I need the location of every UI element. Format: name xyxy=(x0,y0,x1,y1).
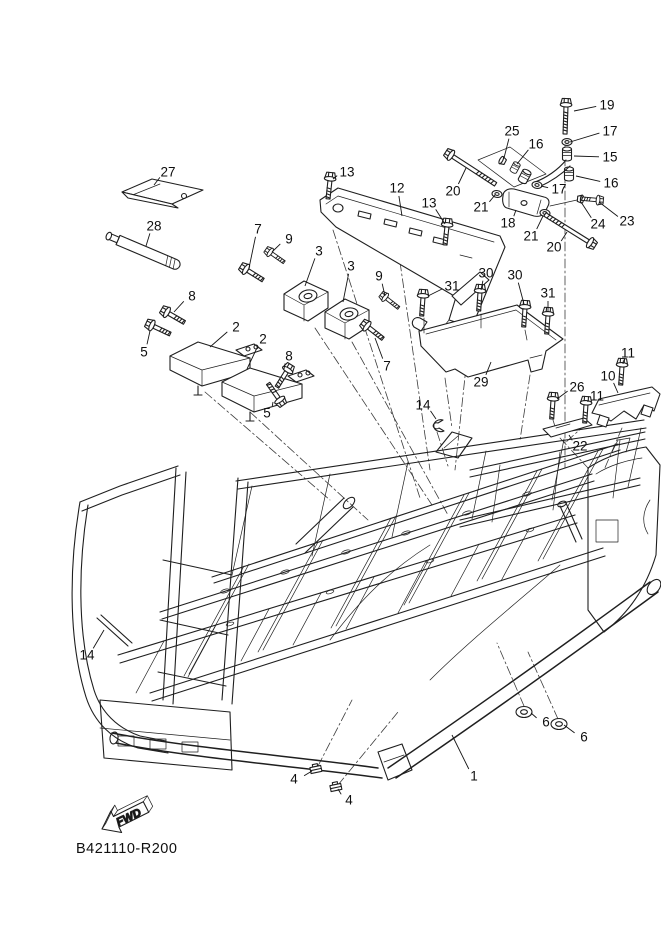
callout-number: 13 xyxy=(421,195,437,211)
clip-4-icon xyxy=(309,763,322,774)
bolt-11-icon xyxy=(615,358,628,385)
callout-number: 6 xyxy=(580,729,588,745)
callout-2 xyxy=(210,320,240,348)
callout-number: 2 xyxy=(259,331,267,347)
callout-28 xyxy=(146,219,162,247)
callout-number: 31 xyxy=(444,278,460,294)
callout-6 xyxy=(531,713,550,730)
callout-24 xyxy=(581,202,606,232)
callout-number: 23 xyxy=(619,213,635,229)
callout-number: 20 xyxy=(546,239,562,255)
callout-number: 6 xyxy=(542,714,550,730)
callout-number: 21 xyxy=(473,199,489,215)
callout-30 xyxy=(507,268,524,305)
callout-9 xyxy=(272,232,293,253)
callout-number: 22 xyxy=(572,438,588,454)
callout-31 xyxy=(540,286,555,313)
callout-number: 30 xyxy=(507,267,523,283)
fwd-label: FWD xyxy=(114,806,144,830)
bolt-8-icon xyxy=(159,304,188,327)
callout-number: 9 xyxy=(375,268,383,284)
callout-number: 5 xyxy=(140,344,148,360)
callout-16 xyxy=(576,176,619,191)
callout-number: 15 xyxy=(602,149,618,165)
callout-20 xyxy=(445,168,466,199)
part-3-mount xyxy=(325,299,369,339)
callout-7 xyxy=(249,222,262,269)
callout-number: 3 xyxy=(347,258,355,274)
callout-3 xyxy=(305,244,323,287)
frame-lower-tube xyxy=(109,545,661,780)
callout-number: 8 xyxy=(285,348,293,364)
callout-1 xyxy=(452,735,478,784)
part-27-plate xyxy=(122,179,203,208)
callout-number: 4 xyxy=(290,771,298,787)
part-29-plate xyxy=(412,305,563,377)
callout-number: 25 xyxy=(504,123,520,139)
drawing-code: B421110-R200 xyxy=(76,841,178,857)
callout-number: 16 xyxy=(528,136,544,152)
collar-15-icon xyxy=(563,147,572,161)
callout-21 xyxy=(473,195,495,215)
part-14-clamp xyxy=(433,420,444,432)
callout-number: 21 xyxy=(523,228,539,244)
callout-5 xyxy=(140,331,150,360)
frame-front-hoop xyxy=(72,466,248,770)
callout-number: 14 xyxy=(79,647,95,663)
fwd-direction-arrow xyxy=(102,796,153,833)
callout-11 xyxy=(588,389,604,404)
callout-number: 28 xyxy=(146,218,162,234)
callout-number: 17 xyxy=(602,123,618,139)
washer-17-icon xyxy=(532,181,543,189)
callout-number: 29 xyxy=(473,374,489,390)
part-14-rod xyxy=(97,615,132,646)
bolt-7-icon xyxy=(238,261,267,285)
callout-4 xyxy=(338,789,353,808)
callout-11 xyxy=(621,346,635,365)
callout-number: 24 xyxy=(590,216,606,232)
callout-20 xyxy=(546,232,567,255)
callout-number: 30 xyxy=(478,265,494,281)
frame-rear-section xyxy=(460,432,660,632)
bolt-5-icon xyxy=(144,318,173,340)
callout-number: 10 xyxy=(600,368,616,384)
callout-22 xyxy=(569,435,588,454)
grommet-6-icon xyxy=(516,707,532,718)
callout-number: 14 xyxy=(415,397,431,413)
callout-4 xyxy=(290,771,312,787)
callout-number: 12 xyxy=(389,180,405,196)
part-3-mount xyxy=(284,281,328,321)
callout-number: 17 xyxy=(551,181,567,197)
callout-7 xyxy=(375,338,391,374)
callout-number: 18 xyxy=(500,215,516,231)
bolt-26-icon xyxy=(546,392,559,419)
callout-number: 5 xyxy=(263,405,271,421)
bolt-19-icon xyxy=(559,98,572,134)
callout-13 xyxy=(333,165,355,180)
callout-number: 20 xyxy=(445,183,461,199)
frame-floor-rails xyxy=(118,444,620,701)
callout-number: 4 xyxy=(345,792,353,808)
callout-6 xyxy=(564,725,588,745)
callout-17 xyxy=(570,124,618,143)
bolt-31-icon xyxy=(416,289,429,316)
callout-number: 27 xyxy=(160,164,176,180)
callout-number: 31 xyxy=(540,285,556,301)
callout-number: 2 xyxy=(232,319,240,335)
callout-8 xyxy=(174,289,196,313)
callout-number: 3 xyxy=(315,243,323,259)
callout-number: 7 xyxy=(383,358,391,374)
bolt-7-icon xyxy=(359,318,387,343)
callout-19 xyxy=(574,98,615,113)
callout-number: 1 xyxy=(470,768,478,784)
callout-14 xyxy=(415,398,436,420)
bolt-9-icon xyxy=(378,290,402,312)
callout-number: 11 xyxy=(589,388,605,404)
callout-number: 9 xyxy=(285,231,293,247)
callout-number: 11 xyxy=(620,345,636,361)
callout-number: 19 xyxy=(599,97,615,113)
bushing-16-icon xyxy=(565,167,574,181)
grommet-6-icon xyxy=(551,719,567,730)
callout-18 xyxy=(500,210,516,231)
callout-number: 26 xyxy=(569,379,585,395)
callout-number: 16 xyxy=(603,175,619,191)
part-28-rod xyxy=(105,231,182,271)
callout-15 xyxy=(574,150,618,165)
callout-number: 7 xyxy=(254,221,262,237)
callout-number: 8 xyxy=(188,288,196,304)
callout-number: 13 xyxy=(339,164,355,180)
bolt-23-icon xyxy=(580,194,603,206)
callout-21 xyxy=(523,216,543,244)
callout-26 xyxy=(557,380,585,400)
